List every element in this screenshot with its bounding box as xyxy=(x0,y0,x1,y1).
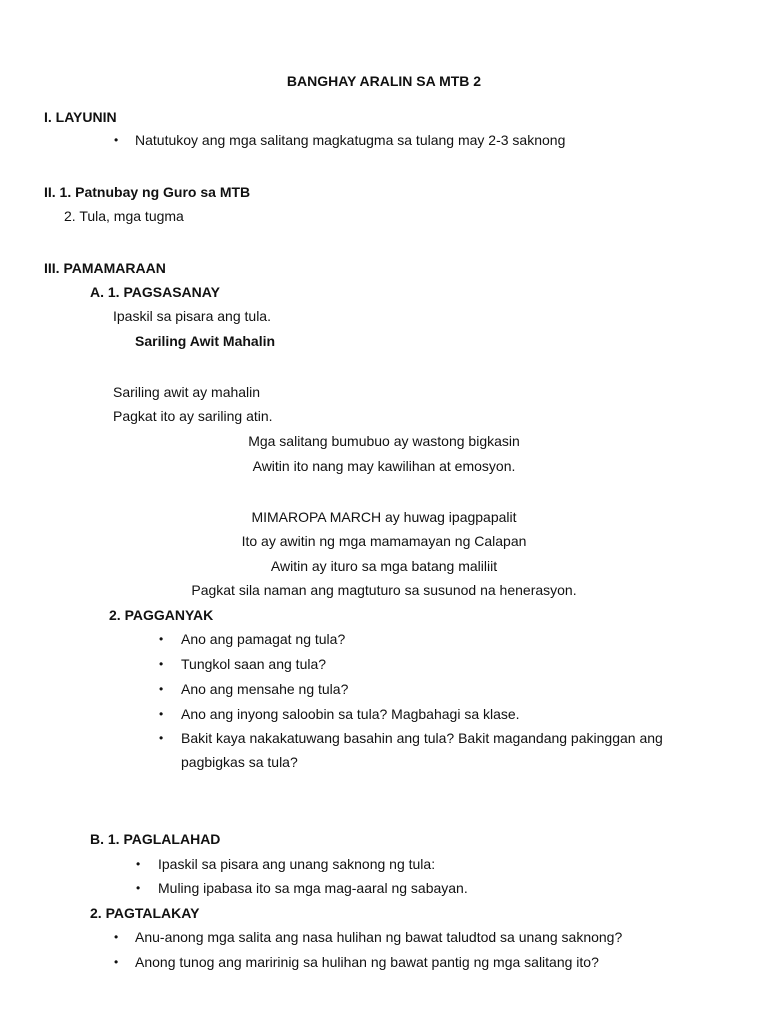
poem-title: Sariling Awit Mahalin xyxy=(135,333,276,349)
pagsasanay-instruction: Ipaskil sa pisara ang tula. xyxy=(113,308,271,324)
section-patnubay-heading: II. 1. Patnubay ng Guro sa MTB xyxy=(44,184,251,200)
patnubay-item-2: 2. Tula, mga tugma xyxy=(64,208,184,224)
poem-line: Awitin ito nang may kawilihan at emosyon. xyxy=(252,458,516,474)
bullet-icon: • xyxy=(159,632,164,646)
bullet-icon: • xyxy=(114,133,119,147)
pagganyak-item: Ano ang pamagat ng tula? xyxy=(181,631,346,647)
layunin-bullet-text: Natutukoy ang mga salitang magkatugma sa tulang may 2-3 saknong xyxy=(135,132,566,148)
pagtalakay-item: Anong tunog ang maririnig sa hulihan ng bawat pantig ng mga salitang ito? xyxy=(135,954,599,970)
poem-line: Pagkat sila naman ang magtuturo sa susunod na henerasyon. xyxy=(191,582,577,598)
poem-line: Awitin ay ituro sa mga batang maliliit xyxy=(270,558,498,574)
paglalahad-item: Muling ipabasa ito sa mga mag-aaral ng sabayan. xyxy=(158,880,468,896)
pagganyak-item: Tungkol saan ang tula? xyxy=(181,656,327,672)
pagganyak-item: Ano ang inyong saloobin sa tula? Magbahagi sa klase. xyxy=(181,706,520,722)
document-title: BANGHAY ARALIN SA MTB 2 xyxy=(286,73,482,89)
poem-line: Pagkat ito ay sariling atin. xyxy=(113,408,273,424)
pagganyak-item: Ano ang mensahe ng tula? xyxy=(181,681,349,697)
bullet-icon: • xyxy=(114,955,119,969)
poem-line: Ito ay awitin ng mga mamamayan ng Calapan xyxy=(241,533,527,549)
section-pamamaraan-heading: III. PAMAMARAAN xyxy=(44,260,166,276)
bullet-icon: • xyxy=(136,857,141,871)
pagganyak-heading: 2. PAGGANYAK xyxy=(109,607,214,623)
poem-line: Mga salitang bumubuo ay wastong bigkasin xyxy=(248,433,520,449)
pagtalakay-item: Anu-anong mga salita ang nasa hulihan ng bawat taludtod sa unang saknong? xyxy=(135,929,623,945)
bullet-icon: • xyxy=(159,731,164,745)
bullet-icon: • xyxy=(159,682,164,696)
poem-line: Sariling awit ay mahalin xyxy=(113,384,261,400)
bullet-icon: • xyxy=(136,881,141,895)
pagsasanay-heading: A. 1. PAGSASANAY xyxy=(90,284,220,300)
section-layunin-heading: I. LAYUNIN xyxy=(44,109,117,125)
pagganyak-item: Bakit kaya nakakatuwang basahin ang tula? Bakit magandang pakinggan ang pagbigkas sa tula? xyxy=(181,730,663,770)
paglalahad-item: Ipaskil sa pisara ang unang saknong ng tula: xyxy=(158,856,436,872)
bullet-icon: • xyxy=(114,930,119,944)
paglalahad-heading: B. 1. PAGLALAHAD xyxy=(90,831,221,847)
bullet-icon: • xyxy=(159,657,164,671)
pagtalakay-heading: 2. PAGTALAKAY xyxy=(90,905,200,921)
bullet-icon: • xyxy=(159,707,164,721)
poem-line: MIMAROPA MARCH ay huwag ipagpapalit xyxy=(251,509,517,525)
